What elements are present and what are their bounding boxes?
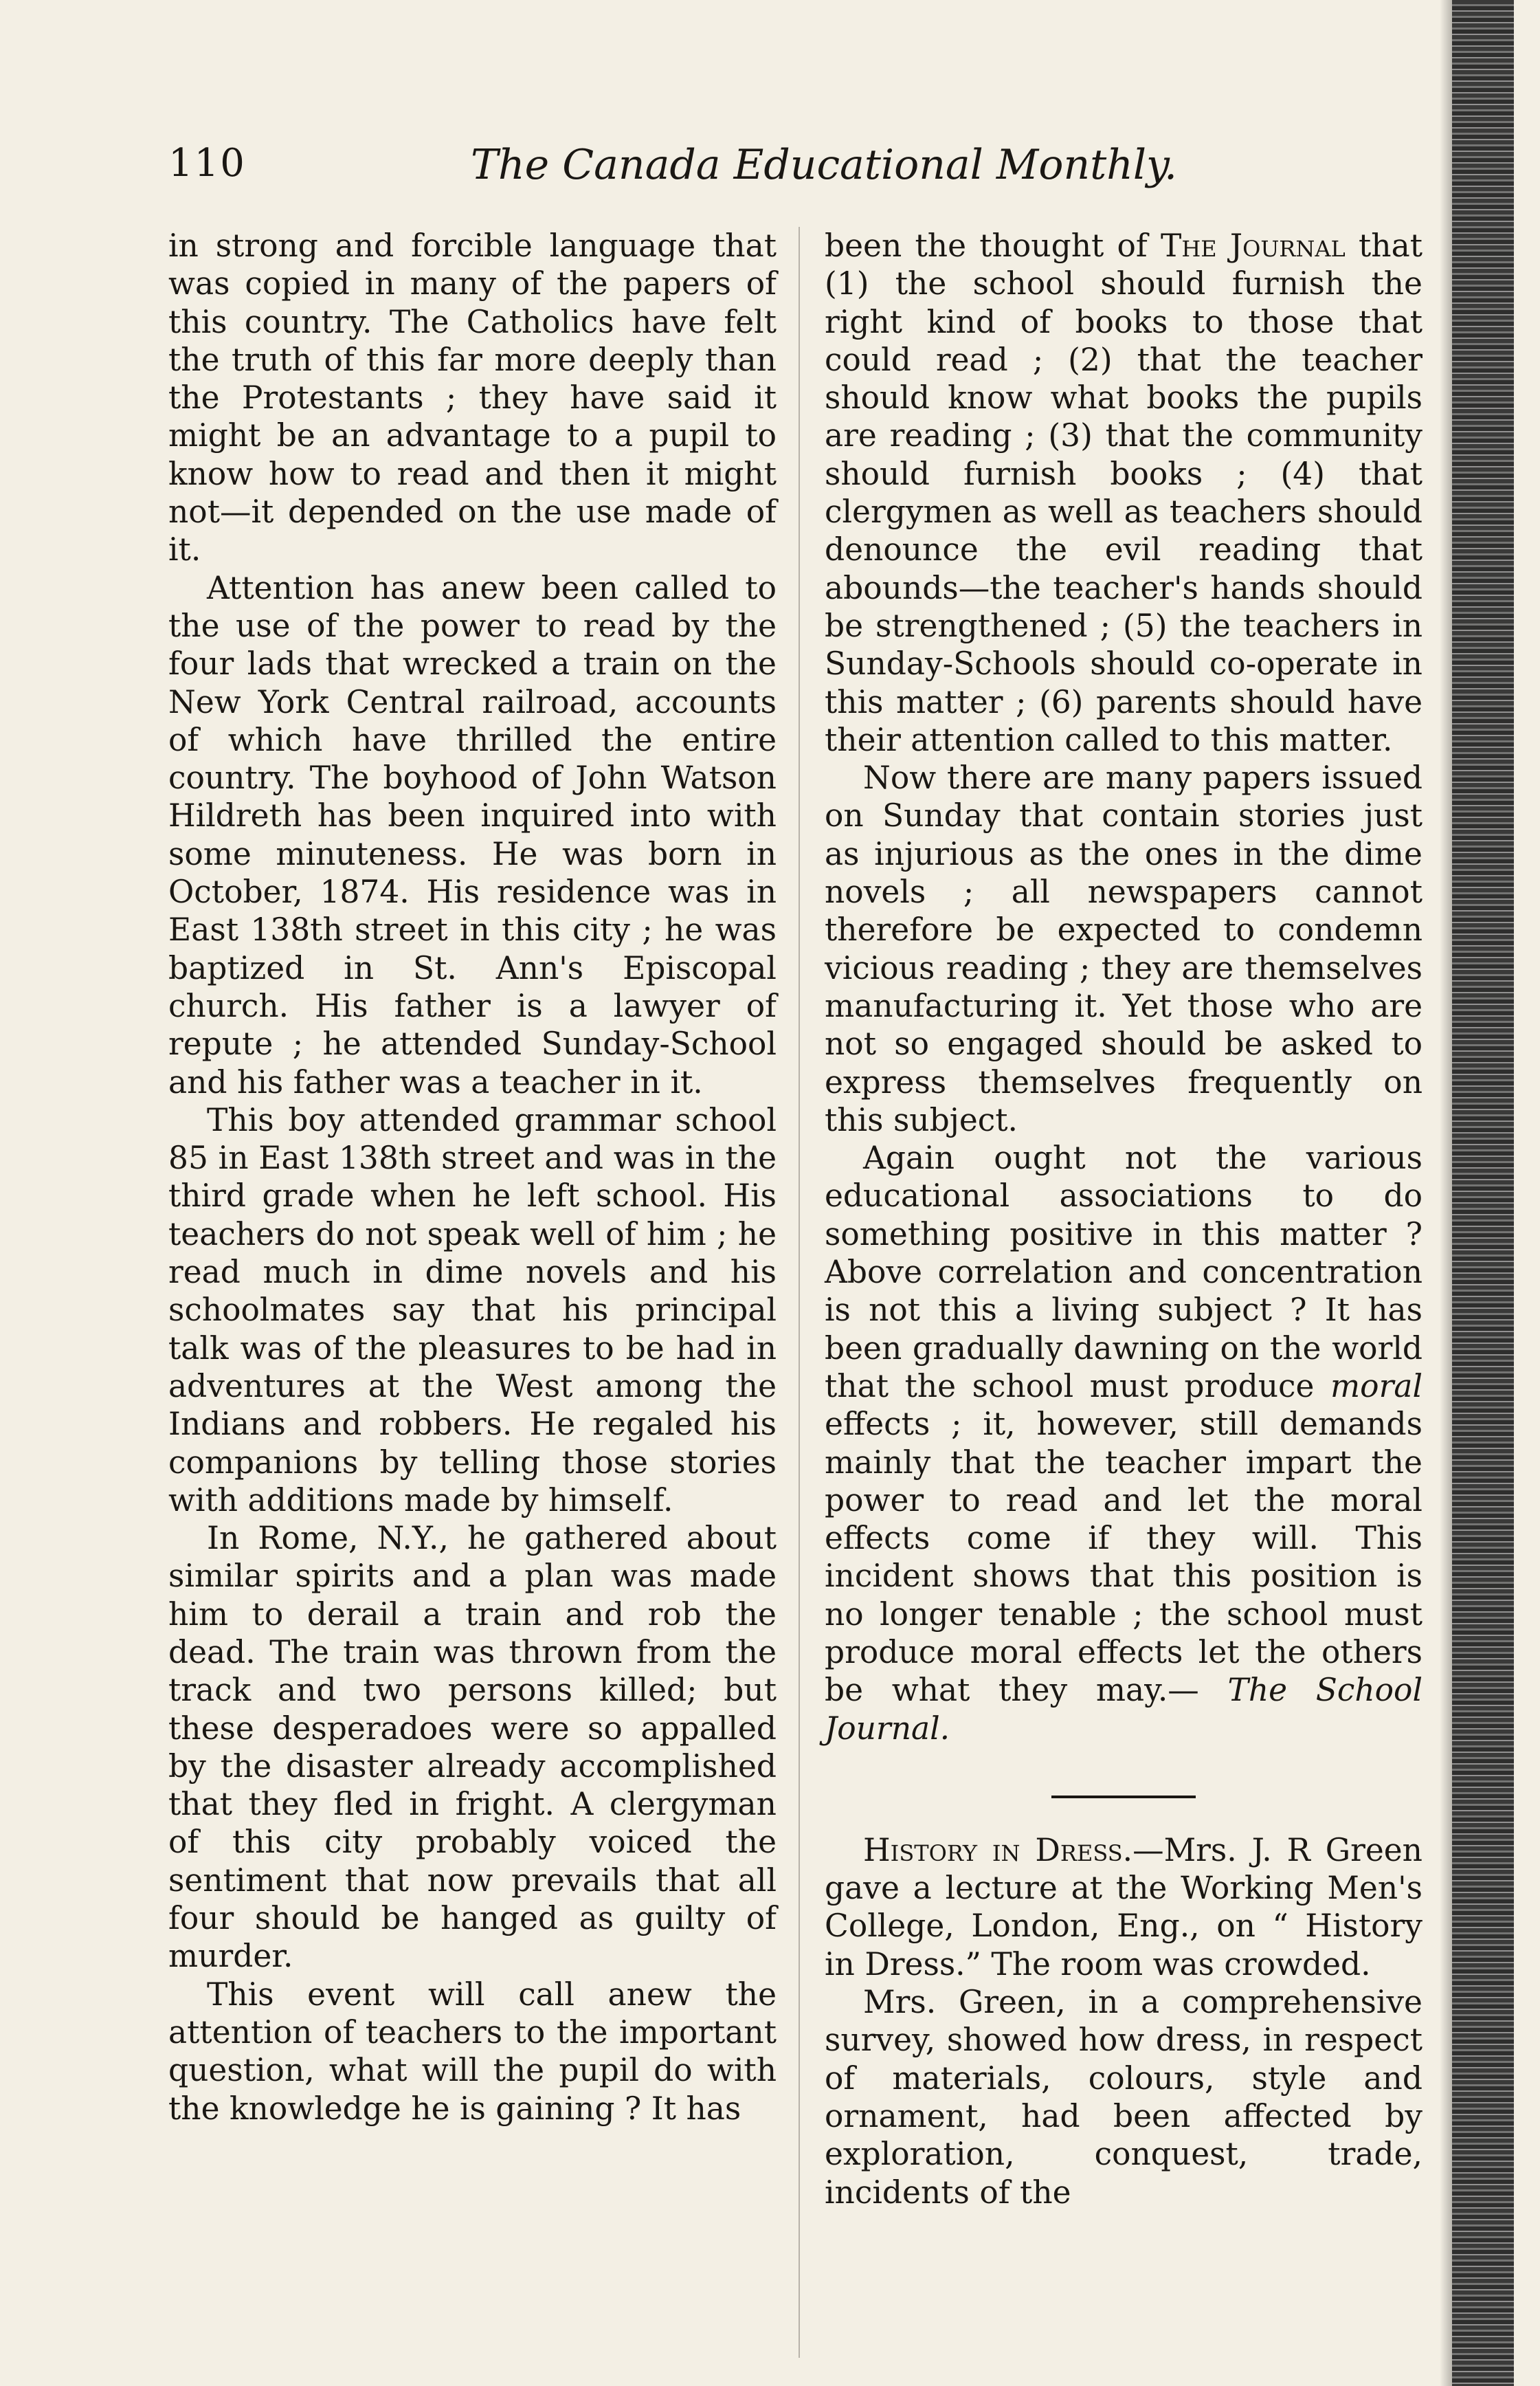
page-header xyxy=(168,141,1422,203)
page-number: 110 xyxy=(168,141,246,186)
text-run: —Mrs. J. R Green gave a lecture at the Working Men's College, London, Eng., on “ History in Dress.” The room was crowded. xyxy=(825,1831,1422,1982)
section-rule xyxy=(1051,1796,1196,1798)
paragraph xyxy=(825,227,1422,759)
right-column xyxy=(825,227,1422,2211)
paragraph: This boy attended grammar school 85 in East 138th street and was in the third grade when he left school. His teachers do not speak well of him ; he read much in dime novels and his schoolmates say that his principal talk was of the pleasures to be had in adventures at the West among the Indians and robbers. He regaled his companions by telling those stories with additions made by himself. xyxy=(168,1101,777,1518)
text-run: Again ought not the various educational associations to do something positive in this matter ? Above correlation and concentration is not this a living subject ? It has been gradually dawning on the world that the school must produce xyxy=(825,1140,1422,1404)
section-heading: History in Dress. xyxy=(863,1831,1133,1868)
paragraph: Now there are many papers issued on Sunday that contain stories just as injurious as the ones in the dime novels ; all newspapers cannot therefore be expected to condemn vicious reading ; they are themselves manufacturing it. Yet those who are not so engaged should be asked to express themselves frequently on this subject. xyxy=(825,760,1422,1138)
paragraph xyxy=(825,1139,1422,1747)
paragraph: Attention has anew been called to the use of the power to read by the four lads that wrecked a train on the New York Central railroad, accounts of which have thrilled the entire country. The boyhood of John Watson Hildreth has been inquired into with some minuteness. He was born in October, 1874. His residence was in East 138th street in this city ; he was baptized in St. Ann's Episcopal church. His father is a lawyer of repute ; he attended Sunday-School and his father was a teacher in it. xyxy=(168,569,777,1101)
column-divider xyxy=(799,227,800,2358)
journal-name: The Journal xyxy=(1161,228,1346,264)
paragraph: in strong and forcible language that was copied in many of the papers of this country. The Catholics have felt the truth of this far more deeply than the Protestants ; they have said it might be an advantage to a pupil to know how to read and then it might not—it depended on the use made of it. xyxy=(168,228,777,568)
page-edge-shadow xyxy=(1452,0,1514,2386)
text-run: effects ; it, however, still demands mainly that the teacher impart the power to read and let the moral effects come if they will. This incident shows that this position is no longer tenable ; the school must produce moral effects let the others be what they may.— xyxy=(825,1406,1422,1709)
emphasis-moral: moral xyxy=(1330,1367,1422,1404)
source-citation: The School Journal. xyxy=(825,1672,1422,1747)
running-title: The Canada Educational Monthly. xyxy=(471,141,1178,189)
text-run: been the thought of xyxy=(825,228,1161,264)
paragraph: In Rome, N.Y., he gathered about similar spirits and a plan was made him to derail a train and rob the dead. The train was thrown from the track and two persons killed; but these desperadoes were so appalled by the disaster already accomplished that they fled in fright. A clergyman of this city probably voiced the sentiment that now prevails that all four should be hanged as guilty of murder. xyxy=(168,1520,777,1975)
paragraph xyxy=(825,1831,1422,1983)
text-run: that (1) the school should furnish the right kind of books to those that could read ; (2) that the teacher should know what books the pupils are reading ; (3) that the community should furnish books ; (4) that clergymen as well as teachers should denounce the evil reading that abounds—the teacher's hands should be strengthened ; (5) the teachers in Sunday-Schools should co-operate in this matter ; (6) parents should have their attention called to this matter. xyxy=(825,228,1422,758)
left-column xyxy=(168,227,777,2128)
paragraph: This event will call anew the attention of teachers to the important question, what will the pupil do with the knowledge he is gaining ? It has xyxy=(168,1976,777,2127)
paragraph: Mrs. Green, in a comprehensive survey, showed how dress, in respect of materials, colours, style and ornament, had been affected by exploration, conquest, trade, incidents of the xyxy=(825,1984,1422,2211)
